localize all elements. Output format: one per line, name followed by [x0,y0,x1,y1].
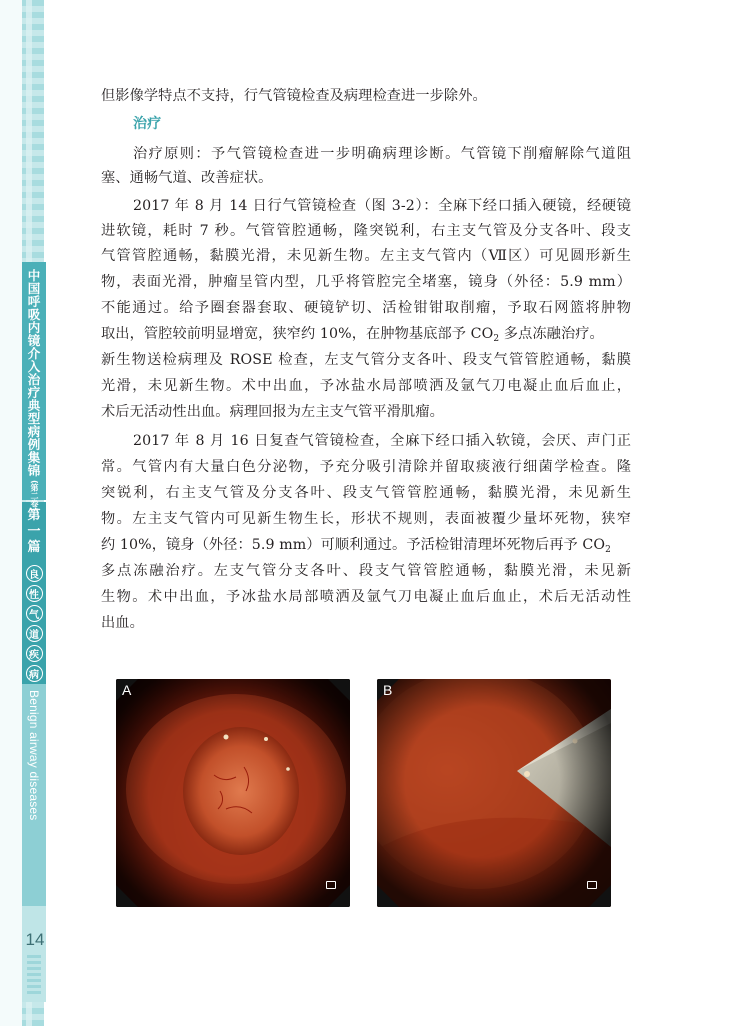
page-dots-decoration [27,955,41,995]
heading-treatment: 治疗 [133,116,162,132]
section-char: 良 [26,565,43,582]
edition-label: (第二卷) [30,480,39,512]
text-line: 不能通过。给予圈套器套取、硬镜铲切、活检钳钳取削瘤，予取石网篮将肿物 [101,300,631,316]
section-char: 疾 [26,645,43,662]
text-line: 物，表面光滑，肿瘤呈管内型，几乎将管腔完全堵塞，镜身（外径：5.9 mm） [101,274,631,290]
book-title-char: 锦 [27,463,41,478]
text-line: 治疗原则：予气管镜检查进一步明确病理诊断。气管镜下削瘤解除气道阻 [133,146,631,162]
section-char: 性 [26,585,43,602]
text-line: 取出，管腔较前明显增宽，狭窄约 10%，在肿物基底部予 $CO_2$ 多点冻融治疗。 [101,326,604,344]
endoscopy-image-b [377,679,611,907]
scope-indicator-icon [587,881,597,889]
part-label [23,508,45,682]
part-char: 第 [27,508,41,523]
text-line: 2017 年 8 月 14 日行气管镜检查（图 3-2）：全麻下经口插入硬镜，经硬镜 [133,198,631,214]
endoscopy-illustration-b [377,679,611,907]
endoscopy-image-a [116,679,350,907]
text-line: 常。气管内有大量白色分泌物，予充分吸引清除并留取痰液行细菌学检查。隆 [101,459,631,475]
text-line: 进软镜，耗时 7 秒。气管管腔通畅，隆突锐利，右主支气管及分支各叶、段支 [101,223,631,239]
section-char: 病 [26,665,43,682]
book-title-char: 国 [27,281,41,296]
book-title-char: 型 [27,411,41,426]
text-line: 生物。术中出血，予冰盐水局部喷洒及氩气刀电凝止血后血止，术后无活动性 [101,589,631,605]
book-title-vertical [22,270,46,511]
text-line: 但影像学特点不支持，行气管镜检查及病理检查进一步除外。 [101,88,487,104]
book-title-char: 典 [27,398,41,413]
book-title-char: 呼 [27,294,41,309]
text-line: 塞、通畅气道、改善症状。 [101,170,273,186]
book-title-char: 内 [27,320,41,335]
text-line: 物。左主支气管内可见新生物生长，形状不规则，表面被覆少量坏死物，狭窄 [101,511,631,527]
section-char: 气 [26,605,43,622]
sidebar-background [0,0,22,1026]
text-line: 光滑，未见新生物。术中出血，予冰盐水局部喷洒及氩气刀电凝止血后血止， [101,378,631,394]
book-title-char: 集 [27,450,41,465]
part-char: 一 [27,524,41,539]
book-title-char: 病 [27,424,41,439]
book-title-char: 镜 [27,333,41,348]
part-char: 篇 [27,540,41,555]
book-title-char: 入 [27,359,41,374]
text-line: 多点冻融治疗。左支气管分支各叶、段支气管管腔通畅，黏膜光滑，未见新 [101,563,631,579]
text-line: 约 10%，镜身（外径：5.9 mm）可顺利通过。予活检钳清理坏死物后再予 $CO_2$ [101,537,611,555]
text-line: 出血。 [101,615,144,631]
text-line: 新生物送检病理及 ROSE 检查，左支气管分支各叶、段支气管管腔通畅，黏膜 [101,352,631,368]
book-title-char: 中 [27,268,41,283]
text-line: 气管管腔通畅，黏膜光滑，未见新生物。左主支气管内（Ⅶ区）可见圆形新生 [101,248,631,264]
page-number: 14 [25,930,45,949]
text-line: 2017 年 8 月 16 日复查气管镜检查，全麻下经口插入软镜，会厌、声门正 [133,433,631,449]
book-title-char: 治 [27,372,41,387]
text-line: 突锐利，右主支气管及分支各叶、段支气管管腔通畅，黏膜光滑，未见新生 [101,485,631,501]
book-title-char: 吸 [27,307,41,322]
book-title-char: 疗 [27,385,41,400]
book-title-char: 介 [27,346,41,361]
figure-label-a: A [122,682,132,698]
book-title-char: 例 [27,437,41,452]
figure-label-b: B [383,682,393,698]
section-char: 道 [26,625,43,642]
english-section-label: Benign airway diseases [27,690,41,821]
endoscopy-illustration-a [116,679,350,907]
scope-indicator-icon [326,881,336,889]
text-line: 术后无活动性出血。病理回报为左主支气管平滑肌瘤。 [101,404,444,420]
